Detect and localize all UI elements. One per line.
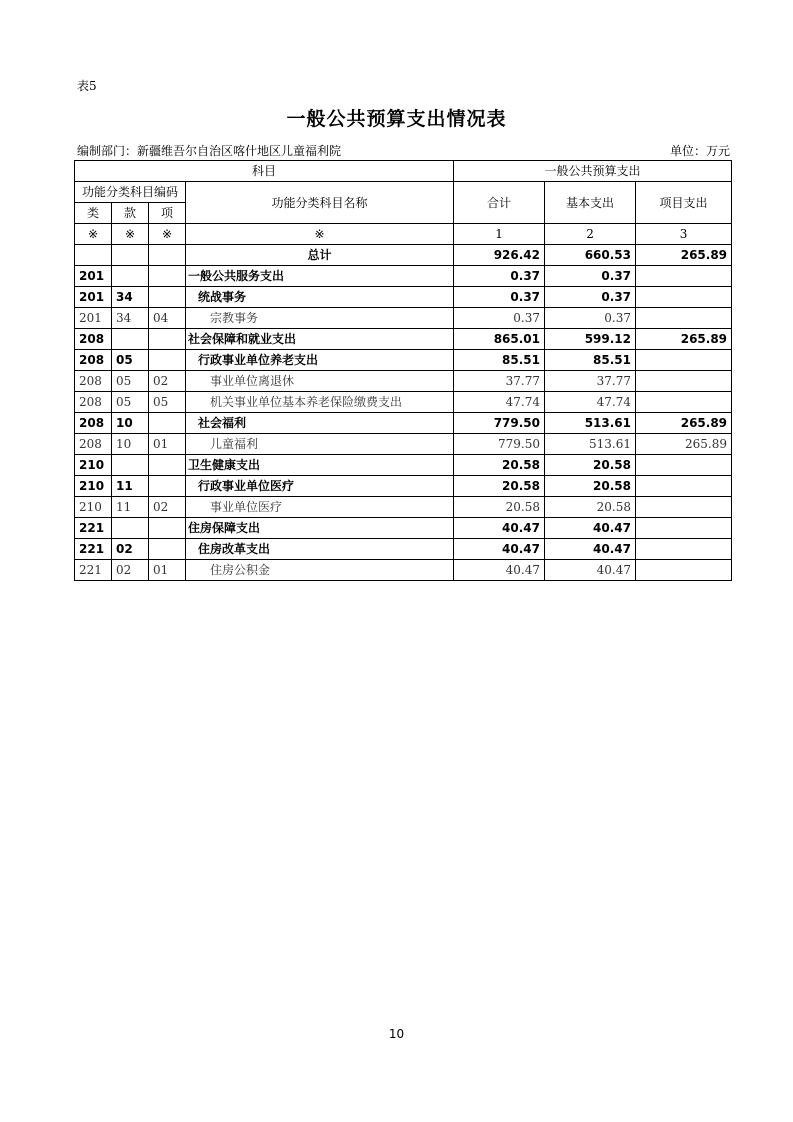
total-cell: 20.58 bbox=[454, 455, 545, 476]
code-xiang-cell: 01 bbox=[149, 434, 186, 455]
marker-cell: ※ bbox=[186, 224, 454, 245]
marker-cell: ※ bbox=[149, 224, 186, 245]
table-number: 表5 bbox=[77, 79, 97, 93]
name-header: 功能分类科目名称 bbox=[186, 182, 454, 224]
code-lei-cell bbox=[75, 245, 112, 266]
table-row bbox=[75, 476, 732, 497]
basic-cell: 20.58 bbox=[545, 476, 636, 497]
code-xiang-cell bbox=[149, 518, 186, 539]
table-body bbox=[75, 245, 732, 581]
code-lei-cell: 208 bbox=[75, 329, 112, 350]
total-cell: 779.50 bbox=[454, 434, 545, 455]
table-row bbox=[75, 245, 732, 266]
subject-name-cell: 社会保障和就业支出 bbox=[186, 329, 454, 350]
marker-cell: ※ bbox=[112, 224, 149, 245]
basic-cell: 85.51 bbox=[545, 350, 636, 371]
page-number: 10 bbox=[388, 1027, 405, 1041]
table-row bbox=[75, 392, 732, 413]
code-kuan-cell bbox=[112, 518, 149, 539]
code-xiang-cell bbox=[149, 245, 186, 266]
code-kuan-cell: 05 bbox=[112, 392, 149, 413]
table-row bbox=[75, 455, 732, 476]
code-xiang-cell: 04 bbox=[149, 308, 186, 329]
table-row bbox=[75, 434, 732, 455]
total-cell: 20.58 bbox=[454, 476, 545, 497]
total-header: 合计 bbox=[454, 182, 545, 224]
project-cell bbox=[636, 518, 732, 539]
subject-name-cell: 事业单位离退休 bbox=[186, 371, 454, 392]
code-xiang-cell bbox=[149, 266, 186, 287]
code-xiang-cell: 02 bbox=[149, 497, 186, 518]
project-cell bbox=[636, 560, 732, 581]
basic-cell: 20.58 bbox=[545, 455, 636, 476]
subject-name-cell: 一般公共服务支出 bbox=[186, 266, 454, 287]
project-cell: 265.89 bbox=[636, 245, 732, 266]
total-cell: 865.01 bbox=[454, 329, 545, 350]
code-lei-cell: 201 bbox=[75, 266, 112, 287]
code-xiang-cell bbox=[149, 413, 186, 434]
code-kuan-cell: 05 bbox=[112, 350, 149, 371]
project-cell bbox=[636, 350, 732, 371]
table-row bbox=[75, 560, 732, 581]
subject-name-cell: 统战事务 bbox=[186, 287, 454, 308]
lei-header: 类 bbox=[75, 203, 112, 224]
code-xiang-cell bbox=[149, 455, 186, 476]
total-cell: 37.77 bbox=[454, 371, 545, 392]
code-lei-cell: 201 bbox=[75, 308, 112, 329]
project-header: 项目支出 bbox=[636, 182, 732, 224]
code-kuan-cell: 05 bbox=[112, 371, 149, 392]
project-cell bbox=[636, 497, 732, 518]
code-xiang-cell: 01 bbox=[149, 560, 186, 581]
code-lei-cell: 221 bbox=[75, 518, 112, 539]
project-cell: 265.89 bbox=[636, 329, 732, 350]
project-cell bbox=[636, 371, 732, 392]
total-cell: 0.37 bbox=[454, 287, 545, 308]
code-lei-cell: 221 bbox=[75, 539, 112, 560]
basic-cell: 37.77 bbox=[545, 371, 636, 392]
xiang-header: 项 bbox=[149, 203, 186, 224]
project-cell bbox=[636, 476, 732, 497]
code-kuan-cell: 11 bbox=[112, 476, 149, 497]
index-cell: 2 bbox=[545, 224, 636, 245]
subject-name-cell: 住房保障支出 bbox=[186, 518, 454, 539]
code-lei-cell: 208 bbox=[75, 392, 112, 413]
code-kuan-cell: 10 bbox=[112, 413, 149, 434]
code-kuan-cell bbox=[112, 329, 149, 350]
subject-name-cell: 机关事业单位基本养老保险缴费支出 bbox=[186, 392, 454, 413]
basic-cell: 0.37 bbox=[545, 308, 636, 329]
subject-name-cell: 行政事业单位养老支出 bbox=[186, 350, 454, 371]
code-lei-cell: 221 bbox=[75, 560, 112, 581]
subject-name-cell: 总计 bbox=[186, 245, 454, 266]
code-xiang-cell bbox=[149, 287, 186, 308]
subject-name-cell: 宗教事务 bbox=[186, 308, 454, 329]
basic-cell: 513.61 bbox=[545, 434, 636, 455]
code-lei-cell: 201 bbox=[75, 287, 112, 308]
basic-cell: 47.74 bbox=[545, 392, 636, 413]
index-row bbox=[75, 224, 732, 245]
table-row bbox=[75, 329, 732, 350]
total-cell: 926.42 bbox=[454, 245, 545, 266]
total-cell: 779.50 bbox=[454, 413, 545, 434]
subject-name-cell: 儿童福利 bbox=[186, 434, 454, 455]
table-row bbox=[75, 371, 732, 392]
table-row bbox=[75, 497, 732, 518]
basic-header: 基本支出 bbox=[545, 182, 636, 224]
subject-name-cell: 卫生健康支出 bbox=[186, 455, 454, 476]
total-cell: 0.37 bbox=[454, 308, 545, 329]
basic-cell: 20.58 bbox=[545, 497, 636, 518]
code-kuan-cell bbox=[112, 266, 149, 287]
basic-cell: 0.37 bbox=[545, 266, 636, 287]
basic-cell: 0.37 bbox=[545, 287, 636, 308]
total-cell: 85.51 bbox=[454, 350, 545, 371]
subject-name-cell: 住房公积金 bbox=[186, 560, 454, 581]
department-label: 编制部门：新疆维吾尔自治区喀什地区儿童福利院 bbox=[77, 144, 342, 158]
project-cell bbox=[636, 455, 732, 476]
total-cell: 20.58 bbox=[454, 497, 545, 518]
project-cell bbox=[636, 266, 732, 287]
code-lei-cell: 208 bbox=[75, 434, 112, 455]
project-cell bbox=[636, 308, 732, 329]
project-cell: 265.89 bbox=[636, 413, 732, 434]
project-cell bbox=[636, 287, 732, 308]
total-cell: 40.47 bbox=[454, 560, 545, 581]
subject-header: 科目 bbox=[75, 161, 454, 182]
table-row bbox=[75, 287, 732, 308]
total-cell: 0.37 bbox=[454, 266, 545, 287]
code-kuan-cell: 02 bbox=[112, 560, 149, 581]
table-row bbox=[75, 413, 732, 434]
code-kuan-cell: 10 bbox=[112, 434, 149, 455]
code-lei-cell: 208 bbox=[75, 413, 112, 434]
table-row bbox=[75, 308, 732, 329]
basic-cell: 660.53 bbox=[545, 245, 636, 266]
table-row bbox=[75, 266, 732, 287]
project-cell: 265.89 bbox=[636, 434, 732, 455]
index-cell: 3 bbox=[636, 224, 732, 245]
code-kuan-cell bbox=[112, 455, 149, 476]
total-cell: 47.74 bbox=[454, 392, 545, 413]
code-kuan-cell: 11 bbox=[112, 497, 149, 518]
subject-name-cell: 住房改革支出 bbox=[186, 539, 454, 560]
code-lei-cell: 210 bbox=[75, 476, 112, 497]
basic-cell: 40.47 bbox=[545, 539, 636, 560]
code-xiang-cell bbox=[149, 476, 186, 497]
code-lei-cell: 208 bbox=[75, 350, 112, 371]
code-lei-cell: 210 bbox=[75, 497, 112, 518]
marker-cell: ※ bbox=[75, 224, 112, 245]
code-xiang-cell: 02 bbox=[149, 371, 186, 392]
table-row bbox=[75, 518, 732, 539]
subject-name-cell: 行政事业单位医疗 bbox=[186, 476, 454, 497]
code-kuan-cell bbox=[112, 245, 149, 266]
code-xiang-cell bbox=[149, 329, 186, 350]
table-row bbox=[75, 539, 732, 560]
basic-cell: 513.61 bbox=[545, 413, 636, 434]
page-title: 一般公共预算支出情况表 bbox=[286, 108, 507, 130]
basic-cell: 40.47 bbox=[545, 560, 636, 581]
budget-table bbox=[74, 160, 732, 581]
table-row bbox=[75, 350, 732, 371]
project-cell bbox=[636, 539, 732, 560]
project-cell bbox=[636, 392, 732, 413]
code-group-header: 功能分类科目编码 bbox=[75, 182, 186, 203]
budget-header: 一般公共预算支出 bbox=[454, 161, 732, 182]
code-xiang-cell bbox=[149, 350, 186, 371]
code-lei-cell: 210 bbox=[75, 455, 112, 476]
unit-label: 单位：万元 bbox=[669, 144, 730, 158]
header-row bbox=[75, 182, 732, 203]
total-cell: 40.47 bbox=[454, 518, 545, 539]
code-lei-cell: 208 bbox=[75, 371, 112, 392]
subject-name-cell: 事业单位医疗 bbox=[186, 497, 454, 518]
code-kuan-cell: 34 bbox=[112, 308, 149, 329]
total-cell: 40.47 bbox=[454, 539, 545, 560]
index-cell: 1 bbox=[454, 224, 545, 245]
basic-cell: 599.12 bbox=[545, 329, 636, 350]
code-kuan-cell: 02 bbox=[112, 539, 149, 560]
code-xiang-cell bbox=[149, 539, 186, 560]
kuan-header: 款 bbox=[112, 203, 149, 224]
code-kuan-cell: 34 bbox=[112, 287, 149, 308]
header-row bbox=[75, 161, 732, 182]
subject-name-cell: 社会福利 bbox=[186, 413, 454, 434]
code-xiang-cell: 05 bbox=[149, 392, 186, 413]
basic-cell: 40.47 bbox=[545, 518, 636, 539]
